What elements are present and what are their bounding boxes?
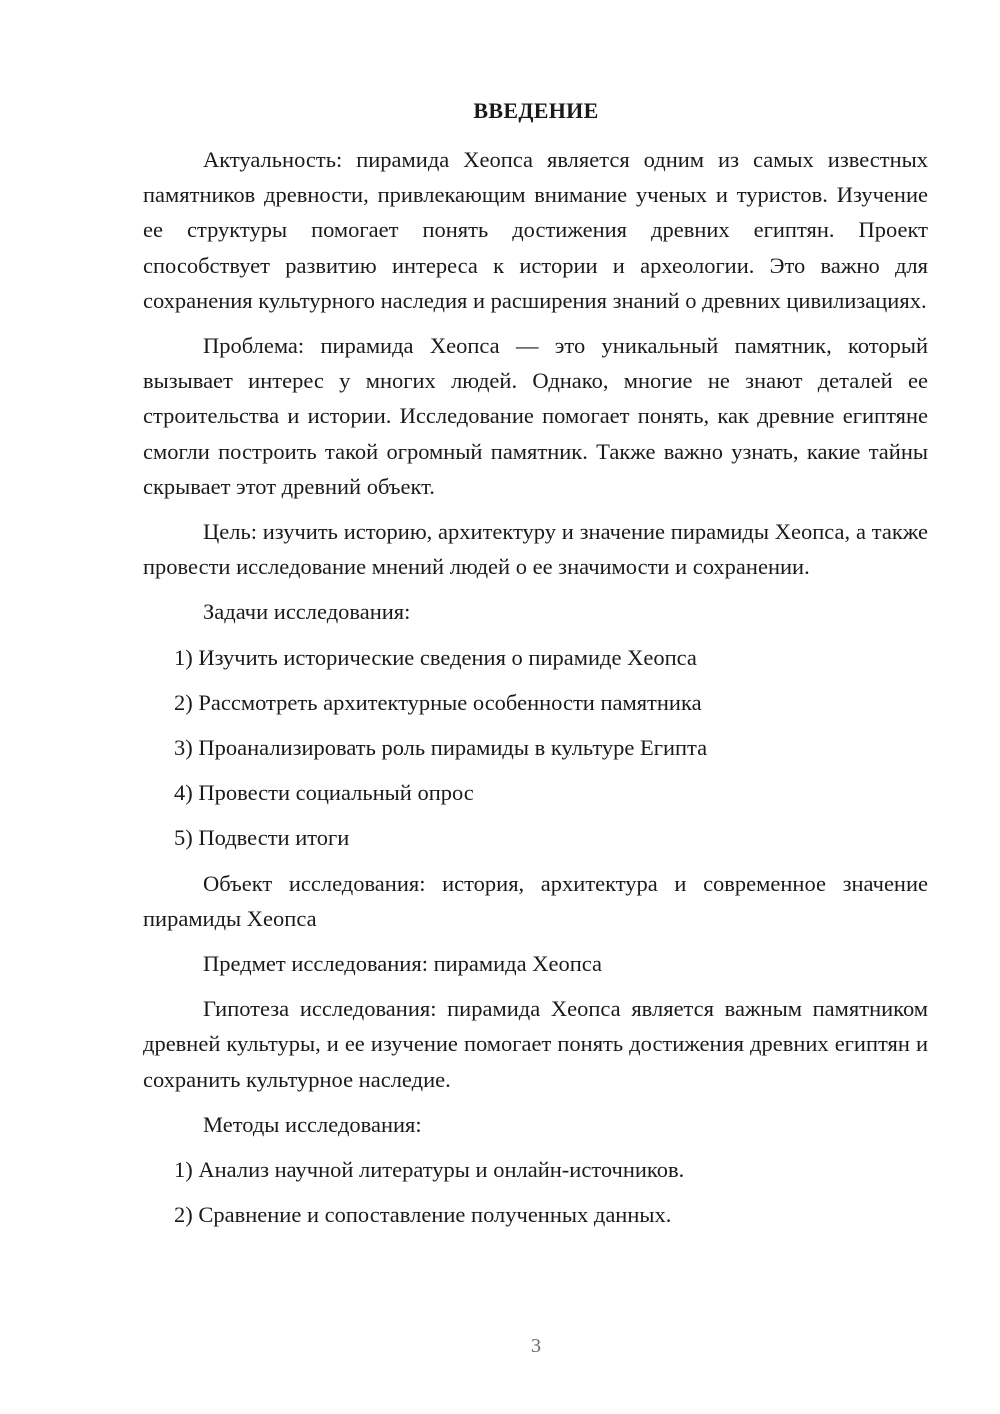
problem-paragraph: Проблема: пирамида Хеопса — это уникальный памятник, который вызывает интерес у многих людей. Однако, многие не знают деталей ее строительства и истории. Исследование помогает понять, как древние египтяне смогли построить такой огромный памятник. Также важно узнать, какие тайны скрывает этот древний объект. [143, 333, 928, 499]
tasks-label: Задачи исследования: [203, 599, 411, 625]
methods-label: Методы исследования: [203, 1111, 422, 1137]
method-item: 1) Анализ научной литературы и онлайн-источников. [174, 1157, 685, 1183]
method-item: 2) Сравнение и сопоставление полученных данных. [174, 1202, 672, 1228]
document-body [143, 142, 928, 1242]
page-number: 3 [531, 1335, 541, 1357]
task-item: 5) Подвести итоги [174, 825, 350, 851]
hypothesis-paragraph: Гипотеза исследования: пирамида Хеопса является важным памятником древней культуры, и ее изучение помогает понять достижения древних египтян и сохранить культурное наследие. [143, 996, 928, 1092]
task-item: 4) Провести социальный опрос [174, 780, 474, 806]
goal-paragraph: Цель: изучить историю, архитектуру и значение пирамиды Хеопса, а также провести исследование мнений людей о ее значимости и сохранении. [143, 519, 928, 580]
page-heading: ВВЕДЕНИЕ [473, 98, 599, 123]
task-item: 1) Изучить исторические сведения о пирамиде Хеопса [174, 644, 697, 670]
methods-list [143, 1152, 928, 1232]
task-item: 3) Проанализировать роль пирамиды в культуре Египта [174, 735, 708, 761]
task-item: 2) Рассмотреть архитектурные особенности памятника [174, 689, 702, 715]
relevance-paragraph: Актуальность: пирамида Хеопса является одним из самых известных памятников древности, привлекающим внимание ученых и туристов. Изучение ее структуры помогает понять достижения древних египтян. Проект способствует развитию интереса к истории и археологии. Это важно для сохранения культурного наследия и расширения знаний о древних цивилизациях. [143, 147, 928, 313]
tasks-list [143, 640, 928, 856]
object-paragraph: Объект исследования: история, архитектура и современное значение пирамиды Хеопса [143, 870, 928, 931]
subject-paragraph: Предмет исследования: пирамида Хеопса [203, 951, 603, 977]
